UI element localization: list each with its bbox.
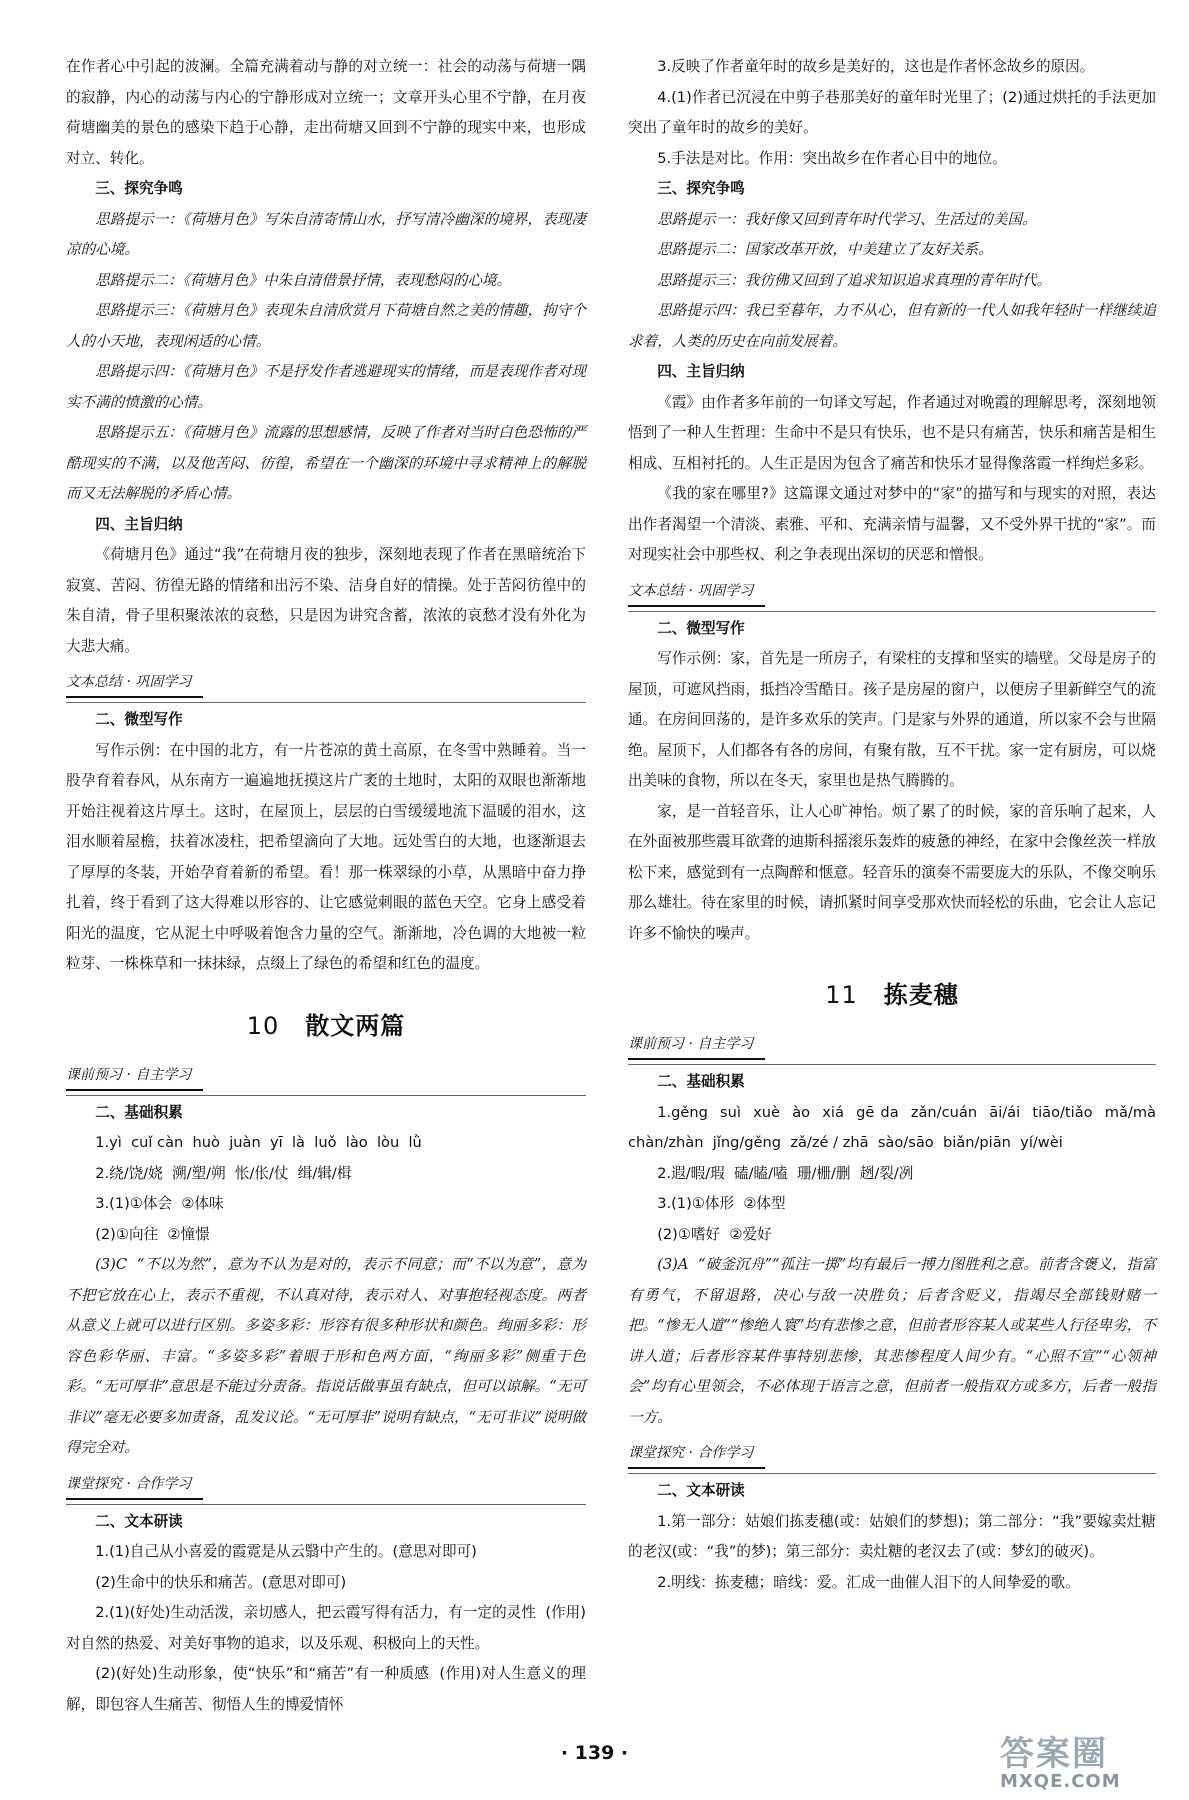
section-band (66, 1059, 586, 1096)
section-heading: 二、文本研读 (657, 1482, 745, 1499)
paragraph: 《荷塘月色》通过“我”在荷塘月夜的独步，深刻地表现了作者在黑暗统治下寂寞、苦闷、彷徨无路的情绪和出污不染、洁身自好的情操。处于苦闷彷徨中的朱自清，骨子里积聚浓浓的哀愁，只是因为讲究含蓄，浓浓的哀愁才没有外化为大悲大痛。 (66, 546, 586, 655)
paragraph: 《霞》由作者多年前的一句译文写起，作者通过对晚霞的理解思考，深刻地领悟到了一种人生哲理：生命中不是只有快乐，也不是只有痛苦，快乐和痛苦是相生相成、互相衬托的。人生正是因为包含了痛苦和快乐才显得像落霞一样绚烂多彩。 (628, 393, 1156, 472)
section-band-label: 课前预习 · 自主学习 (628, 1030, 765, 1060)
section-band (66, 666, 586, 703)
lesson-name: 拣麦穗 (883, 981, 959, 1009)
section-band-label: 课前预习 · 自主学习 (66, 1061, 203, 1091)
paragraph: (3)C “不以为然”，意为不认为是对的，表示不同意；而“不以为意”，意为不把它放在心上，表示不重视，不认真对待，表示对人、对事抱轻视态度。两者从意义上就可以进行区别。多姿多彩：形容有很多种形状和颜色。绚丽多彩：形容色彩华丽、丰富。“多姿多彩”着眼于形和色两方面，“绚丽多彩”侧重于色彩。“无可厚非”意思是不能过分责备。指说话做事虽有缺点，但可以谅解。“无可非议”毫无必要多加责备，乱发议论。“无可厚非”说明有缺点，“无可非议”说明做得完全对。 (66, 1256, 586, 1456)
paragraph: 3.反映了作者童年时的故乡是美好的，这也是作者怀念故乡的原因。 (657, 58, 1095, 75)
paragraph: 2.绕/饶/娆 溯/塑/朔 怅/伥/仗 缉/辑/楫 (95, 1164, 352, 1182)
section-heading: 二、微型写作 (95, 711, 183, 728)
paragraph: 思路提示三：我彷佛又回到了追求知识追求真理的青年时代。 (657, 271, 1052, 289)
left-column (66, 52, 586, 1720)
section-band-label: 文本总结 · 巩固学习 (66, 668, 203, 698)
section-heading: 三、探究争鸣 (95, 180, 183, 197)
section-heading: 四、主旨归纳 (657, 363, 745, 380)
paragraph: 1.(1)自己从小喜爱的霞霓是从云翳中产生的。(意思对即可) (95, 1543, 477, 1560)
section-band (628, 575, 1156, 612)
section-band (66, 1468, 586, 1505)
page-number: · 139 · (560, 1742, 629, 1764)
paragraph: 2.明线：拣麦穗；暗线：爱。汇成一曲催人泪下的人间挚爱的歌。 (657, 1573, 1080, 1591)
watermark-url: MXQE.COM (1000, 1771, 1121, 1792)
paragraph: 家，是一首轻音乐，让人心旷神怡。烦了累了的时候，家的音乐响了起来，人在外面被那些震耳欲聋的迪斯科摇滚乐轰炸的疲惫的神经，在家中会像丝茨一样放松下来，感觉到有一点陶醉和惬意。轻音乐的演奏不需要庞大的乐队，不像交响乐那么雄壮。待在家里的时候，请抓紧时间享受那欢快而轻松的乐曲，它会让人忘记许多不愉快的噪声。 (628, 802, 1156, 942)
section-heading: 二、基础积累 (657, 1073, 745, 1090)
paragraph: 在作者心中引起的波澜。全篇充满着动与静的对立统一：社会的动荡与荷塘一隅的寂静，内心的动荡与内心的宁静形成对立统一；文章开头心里不宁静，在月夜荷塘幽美的景色的感染下趋于心静，走出荷塘又回到不宁静的现实中来，也形成对立、转化。 (66, 58, 586, 167)
paragraph: 1.yì cuǐ càn huò juàn yī là luǒ lào lòu lǜ (95, 1134, 422, 1151)
lesson-name: 散文两篇 (305, 1011, 406, 1040)
lesson-title (628, 975, 1156, 1010)
paragraph: 4.(1)作者已沉浸在中剪子巷那美好的童年时光里了；(2)通过烘托的手法更加突出了童年时的故乡的美好。 (628, 88, 1156, 136)
paragraph: 5.手法是对比。作用：突出故乡在作者心目中的地位。 (657, 149, 1007, 167)
watermark-text: 答案圈 (1000, 1734, 1108, 1774)
watermark-logo (1000, 1726, 1160, 1792)
right-column (628, 52, 1166, 1598)
paragraph: (3)A “破釜沉舟”“孤注一掷”均有最后一搏力图胜利之意。前者含褒义，指富有勇气，不留退路，决心与敌一决胜负；后者含贬义，指竭尽全部钱财赌一把。“惨无人道”“惨绝人寰”均有悲惨之意，但前者形容某人或某些人行径卑劣，不讲人道；后者形容某件事特别悲惨，其悲惨程度人间少有。“心照不宣”“心领神会”均有心里领会，不必体现于语言之意，但前者一般指双方或多方，后者一般指一方。 (628, 1256, 1156, 1426)
paragraph: 思路提示四：《荷塘月色》不是抒发作者逃避现实的情绪，而是表现作者对现实不满的愤激的心情。 (66, 363, 586, 411)
section-band-label: 课堂探究 · 合作学习 (66, 1470, 203, 1500)
paragraph: 写作示例：在中国的北方，有一片苍凉的黄土高原，在冬雪中熟睡着。当一股孕育着春风，从东南方一遍遍地抚摸这片广袤的土地时，太阳的双眼也渐渐地开始注视着这片厚土。这时，在屋顶上，层层的白雪缓缓地流下温暖的泪水，这泪水顺着屋檐，扶着冰凌柱，把希望滴向了大地。远处雪白的大地，也逐渐退去了厚厚的冬装，开始孕育着新的希望。看！那一株翠绿的小草，从黑暗中奋力挣扎着，终于看到了这大得难以形容的、让它感觉刺眼的蓝色天空。它身上感受着阳光的温度，它从泥土中呼吸着饱含力量的空气。渐渐地，冷色调的大地被一粒粒芽、一株株草和一抹抹绿，点缀上了绿色的希望和红色的温度。 (66, 741, 586, 972)
section-heading: 四、主旨归纳 (95, 515, 183, 533)
section-heading: 二、基础积累 (95, 1103, 183, 1121)
paragraph: 思路提示二：《荷塘月色》中朱自清借景抒情，表现愁闷的心境。 (95, 271, 512, 289)
paragraph: 《我的家在哪里?》这篇课文通过对梦中的“家”的描写和与现实的对照，表达出作者渴望一个清淡、素雅、平和、充满亲情与温馨，又不受外界干扰的“家”。而对现实社会中那些权、利之争表现出深切的厌恶和憎恨。 (628, 485, 1156, 563)
paragraph: 写作示例：家，首先是一所房子，有梁柱的支撑和坚实的墙壁。父母是房子的屋顶，可遮风挡雨，抵挡冷雪酷日。孩子是房屋的窗户，以便房子里新鲜空气的流通。在房间回荡的，是许多欢乐的笑声。门是家与外界的通道，所以家不会与世隔绝。屋顶下，人们都各有各的房间，有聚有散，互不干扰。家一定有厨房，可以烧出美味的食物，所以在冬天，家里也是热气腾腾的。 (628, 650, 1156, 789)
paragraph: 3.(1)①体形 ②体型 (657, 1195, 786, 1212)
section-heading: 三、探究争鸣 (657, 180, 745, 197)
paragraph: 思路提示五：《荷塘月色》流露的思想感情，反映了作者对当时白色恐怖的严酷现实的不满，以及他苦闷、彷徨，希望在一个幽深的环境中寻求精神上的解脱而又无法解脱的矛盾心情。 (66, 424, 586, 502)
section-heading: 二、文本研读 (95, 1512, 183, 1530)
paragraph: 1.gěng suì xuè ào xiá gē da zǎn/cuán āi/ái tiāo/tiǎo mǎ/mà chàn/zhàn jǐng/gěng zǎ/zé / zhā sào/sāo biǎn/piān yí/wèi (628, 1103, 1166, 1151)
section-band-label: 课堂探究 · 合作学习 (628, 1439, 765, 1469)
paragraph: 思路提示三：《荷塘月色》表现朱自清欣赏月下荷塘自然之美的情趣，拘守个人的小天地，表现闲适的心情。 (66, 302, 586, 350)
paragraph: (2)①向往 ②憧憬 (95, 1225, 210, 1243)
paragraph: 思路提示四：我已至暮年，力不从心，但有新的一代人如我年轻时一样继续追求着，人类的历史在向前发展着。 (628, 302, 1156, 350)
section-band (628, 1028, 1156, 1065)
paragraph: 思路提示二：国家改革开放，中美建立了友好关系。 (657, 241, 993, 258)
paragraph: 2.(1)(好处)生动活泼，亲切感人，把云霞写得有活力，有一定的灵性 (作用)对自然的热爱、对美好事物的追求，以及乐观、积极向上的天性。 (66, 1604, 586, 1652)
lesson-title (66, 1006, 586, 1041)
paragraph: (2)①嗜好 ②爱好 (657, 1225, 772, 1243)
lesson-number: 11 (825, 981, 858, 1009)
paragraph: 思路提示一：我好像又回到青年时代学习、生活过的美国。 (657, 210, 1037, 228)
section-band (628, 1437, 1156, 1474)
paragraph: 2.遐/暇/瑕 磕/瞌/嗑 珊/栅/删 趔/裂/冽 (657, 1164, 914, 1182)
paragraph: 3.(1)①体会 ②体味 (95, 1195, 224, 1212)
paragraph: 1.第一部分：姑娘们拣麦穗(或：姑娘们的梦想)；第二部分：“我”要嫁卖灶糖的老汉(或：“我”的梦)；第三部分：卖灶糖的老汉去了(或：梦幻的破灭)。 (628, 1512, 1156, 1560)
section-heading: 二、微型写作 (657, 619, 745, 637)
paragraph: 思路提示一：《荷塘月色》写朱自清寄情山水，抒写清冷幽深的境界，表现凄凉的心境。 (66, 210, 586, 258)
paragraph: (2)生命中的快乐和痛苦。(意思对即可) (95, 1573, 347, 1591)
lesson-number: 10 (246, 1011, 280, 1040)
section-band-label: 文本总结 · 巩固学习 (628, 577, 765, 607)
paragraph: (2)(好处)生动形象，使“快乐”和“痛苦”有一种质感 (作用)对人生意义的理解，即包容人生痛苦、彻悟人生的博爱情怀 (66, 1665, 586, 1713)
